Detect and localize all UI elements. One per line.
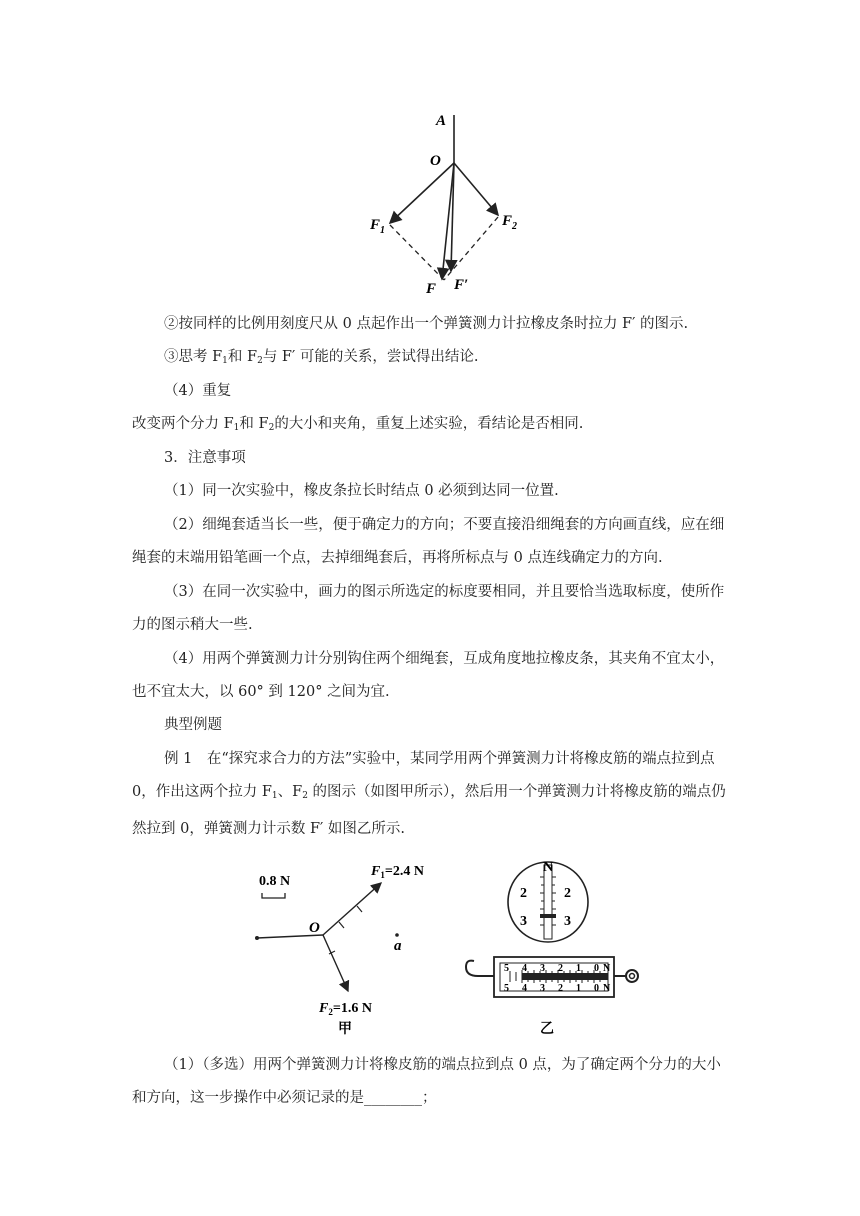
- f1-tick-1: [339, 922, 344, 928]
- note-3: （3）在同一次实验中，画力的图示所选定的标度要相同，并且要恰当选取标度，使所作力的图示稍大一些.: [132, 584, 725, 633]
- bar-bottom-tick-label: 4: [522, 983, 527, 994]
- label-A: A: [436, 113, 447, 129]
- bar-bottom-tick-label: 2: [558, 983, 563, 994]
- caption-yi: 乙: [540, 1022, 554, 1037]
- figure-yi: [460, 855, 660, 1037]
- caption-jia: 甲: [338, 1022, 352, 1037]
- note-2: （2）细绳套适当长一些，便于确定力的方向；不要直接沿细绳套的方向画直线，应在细绳套的末端用铅笔画一个点，去掉细绳套后，再将所标点与 0 点连线确定力的方向.: [132, 517, 725, 566]
- step-3: ③思考 $F_1$和 $F_2$与 F′ 可能的关系，尝试得出结论.: [164, 349, 479, 366]
- ring-right-inner: [630, 974, 635, 979]
- dial-N: N: [543, 860, 554, 875]
- label-F2: $F_2$: [502, 213, 518, 232]
- bar-bottom-tick-label: 3: [540, 983, 545, 994]
- label-a: a: [394, 938, 402, 954]
- bar-N-bottom: N: [603, 983, 611, 994]
- dial-3-right: 3: [564, 914, 571, 929]
- f2-arrow: [454, 163, 498, 215]
- label-Fprime: F′: [454, 277, 469, 293]
- label-O: O: [430, 153, 441, 169]
- f1-tick-2: [357, 906, 362, 912]
- question-1: （1）（多选）用两个弹簧测力计将橡皮筋的端点拉到点 0 点，为了确定两个分力的大小和方向，这一步操作中必须记录的是________；: [132, 1057, 721, 1106]
- step-2: ②按同样的比例用刻度尺从 0 点起作出一个弹簧测力计拉橡皮条时拉力 F′ 的图示.: [164, 316, 689, 332]
- f1-arrow: [390, 163, 454, 223]
- example-heading: 典型例题: [164, 717, 222, 733]
- ring-right: [626, 970, 638, 982]
- bar-top-tick-label: 1: [576, 963, 581, 974]
- bar-top-tick-label: 0: [594, 963, 599, 974]
- scale-label: 0.8 N: [259, 874, 291, 889]
- dial-3-left: 3: [520, 914, 527, 929]
- scale-bar: [262, 893, 285, 898]
- f1-value-label: $F_1=2.4$ N: [371, 864, 424, 880]
- repeat-text: 改变两个分力 $F_1$和 $F_2$的大小和夹角，重复上述实验，看结论是否相同.: [132, 416, 584, 433]
- dial-2-right: 2: [564, 886, 571, 901]
- label-F: F: [426, 281, 437, 297]
- bar-top-tick-label: 5: [504, 963, 509, 974]
- example-1-text: 例 1 在“探究求合力的方法”实验中，某同学用两个弹簧测力计将橡皮筋的端点拉到点 0，作出这两个拉力 $F_1$、$F_2$ 的图示（如图甲所示），然后用一个弹簧测力计将橡皮筋的端点仍然拉到 0，弹簧测力计示数 F′ 如图乙所示.: [132, 751, 726, 837]
- label-F1: $F_1$: [370, 217, 386, 236]
- f1-vector: [323, 883, 381, 935]
- f2-vector: [323, 935, 348, 991]
- dashed-line-f1: [390, 225, 444, 280]
- dial-2-left: 2: [520, 886, 527, 901]
- f2-value-label: $F_2=1.6$ N: [319, 1001, 372, 1017]
- point-a-dot: [395, 933, 399, 937]
- scale-slot: [522, 973, 608, 980]
- bar-top-tick-label: 2: [558, 963, 563, 974]
- notes-heading: 3．注意事项: [164, 450, 246, 466]
- bar-bottom-tick-label: 1: [576, 983, 581, 994]
- bar-top-tick-label: 3: [540, 963, 545, 974]
- figure-jia: [245, 855, 445, 1037]
- dial-pointer: [540, 914, 556, 918]
- note-1: （1）同一次实验中，橡皮条拉长时结点 0 必须到达同一位置.: [164, 483, 559, 499]
- hook-left: [466, 961, 494, 976]
- bar-bottom-tick-label: 0: [594, 983, 599, 994]
- bar-bottom-tick-label: 5: [504, 983, 509, 994]
- force-parallelogram-figure: [360, 105, 540, 300]
- bar-top-tick-label: 4: [522, 963, 527, 974]
- bar-N-top: N: [603, 963, 611, 974]
- label-O-jia: O: [309, 920, 320, 936]
- note-4: （4）用两个弹簧测力计分别钩住两个细绳套，互成角度地拉橡皮条，其夹角不宜太小，也不宜太大，以 60° 到 120° 之间为宜.: [132, 651, 725, 700]
- dial-scale-strip: [544, 865, 552, 939]
- repeat-heading: （4）重复: [164, 383, 232, 399]
